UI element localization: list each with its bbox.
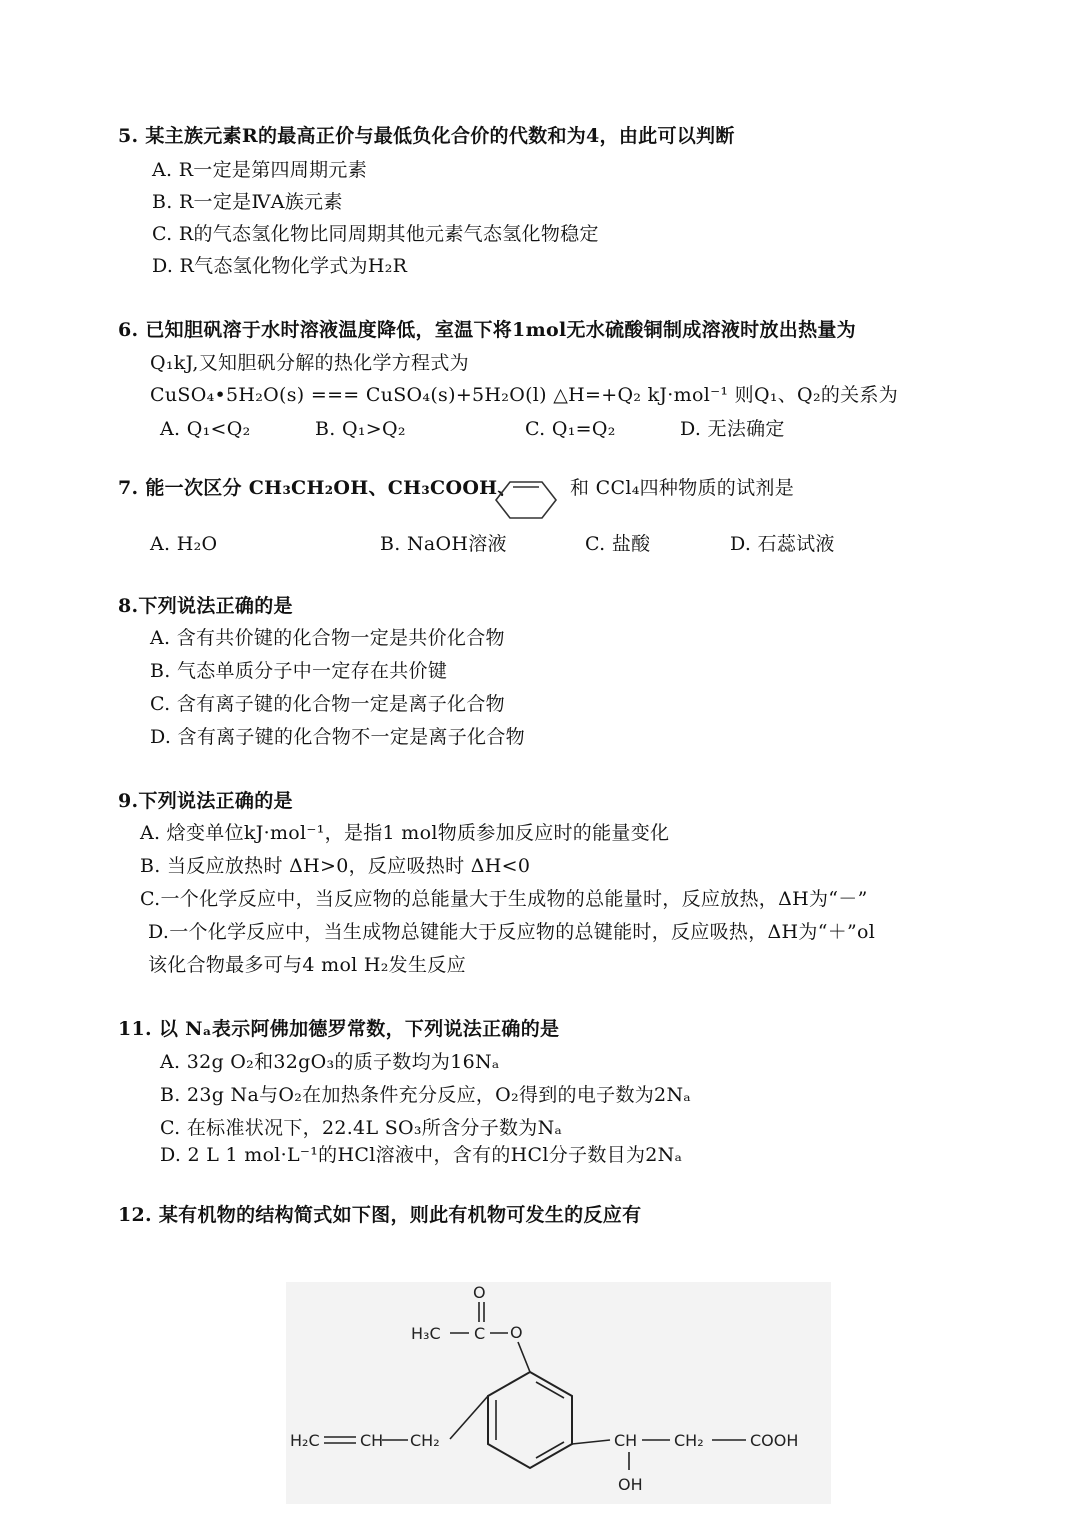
q6-option-c: C. Q₁=Q₂ [525, 418, 616, 440]
q9-stray-line: 该化合物最多可与4 mol H₂发生反应 [148, 954, 466, 976]
carbonyl-oxygen-label: O [473, 1283, 486, 1302]
q7-option-b: B. NaOH溶液 [380, 533, 507, 555]
q11-option-d: D. 2 L 1 mol·L⁻¹的HCl溶液中，含有的HCl分子数目为2Nₐ [160, 1144, 683, 1166]
q6-stem-line1: 6. 已知胆矾溶于水时溶液温度降低，室温下将1mol无水硫酸铜制成溶液时放出热量为 [118, 319, 856, 341]
q7-stem-part2: 和 CCl₄四种物质的试剂是 [570, 477, 795, 499]
carboxyl-label: COOH [750, 1431, 799, 1450]
q6-stem-line2: Q₁kJ,又知胆矾分解的热化学方程式为 [150, 352, 469, 374]
q7-stem-part1: 7. 能一次区分 CH₃CH₂OH、CH₃COOH、 [118, 477, 517, 499]
q8-option-c: C. 含有离子键的化合物一定是离子化合物 [150, 693, 505, 715]
organic-structure-image [286, 1282, 831, 1504]
q5-option-c: C. R的气态氢化物比同周期其他元素气态氢化物稳定 [152, 223, 599, 245]
q9-option-d: D.一个化学反应中，当生成物总键能大于反应物的总键能时，反应吸热，ΔH为“＋”ol [148, 921, 876, 943]
q11-option-b: B. 23g Na与O₂在加热条件充分反应，O₂得到的电子数为2Nₐ [160, 1084, 692, 1106]
q9-stem: 9.下列说法正确的是 [118, 790, 293, 812]
q5-option-a: A. R一定是第四周期元素 [152, 159, 368, 181]
q11-option-c: C. 在标准状况下，22.4L SO₃所含分子数为Nₐ [160, 1117, 563, 1139]
ch2-label-left: CH₂ [410, 1431, 440, 1450]
q5-option-d: D. R气态氢化物化学式为H₂R [152, 255, 408, 277]
q9-option-b: B. 当反应放热时 ΔH>0，反应吸热时 ΔH<0 [140, 855, 531, 877]
q7-option-a: A. H₂O [150, 533, 218, 555]
q11-option-a: A. 32g O₂和32gO₃的质子数均为16Nₐ [160, 1051, 500, 1073]
q5-option-b: B. R一定是ⅣA族元素 [152, 191, 343, 213]
carbonyl-carbon-label: C [474, 1324, 486, 1343]
ch-label-right: CH [614, 1431, 638, 1450]
cyclohexene-structure-image [494, 480, 558, 520]
vinyl-ch2-label: H₂C [290, 1431, 320, 1450]
hydroxyl-label: OH [618, 1475, 643, 1494]
ester-oxygen-label: O [510, 1323, 523, 1342]
q8-option-b: B. 气态单质分子中一定存在共价键 [150, 660, 448, 682]
ch2-label-right: CH₂ [674, 1431, 704, 1450]
q7-option-d: D. 石蕊试液 [730, 533, 835, 555]
q6-equation: CuSO₄•5H₂O(s) === CuSO₄(s)+5H₂O(l) △H=+Q₂ kJ·mol⁻¹ 则Q₁、Q₂的关系为 [150, 384, 899, 406]
q6-option-a: A. Q₁<Q₂ [160, 418, 251, 440]
q7-option-c: C. 盐酸 [585, 533, 651, 555]
q9-option-c: C.一个化学反应中，当反应物的总能量大于生成物的总能量时，反应放热，ΔH为“－” [140, 888, 868, 910]
q9-option-a: A. 焓变单位kJ·mol⁻¹，是指1 mol物质参加反应时的能量变化 [140, 822, 670, 844]
methyl-label: H₃C [411, 1324, 441, 1343]
q5-stem: 5. 某主族元素R的最高正价与最低负化合价的代数和为4，由此可以判断 [118, 125, 735, 147]
q11-stem: 11. 以 Nₐ表示阿佛加德罗常数，下列说法正确的是 [118, 1018, 560, 1040]
q8-option-a: A. 含有共价键的化合物一定是共价化合物 [150, 627, 505, 649]
q8-stem: 8.下列说法正确的是 [118, 595, 293, 617]
q12-stem: 12. 某有机物的结构简式如下图，则此有机物可发生的反应有 [118, 1204, 642, 1226]
q6-option-b: B. Q₁>Q₂ [315, 418, 406, 440]
q8-option-d: D. 含有离子键的化合物不一定是离子化合物 [150, 726, 525, 748]
ch-label-left: CH [360, 1431, 384, 1450]
q6-option-d: D. 无法确定 [680, 418, 785, 440]
